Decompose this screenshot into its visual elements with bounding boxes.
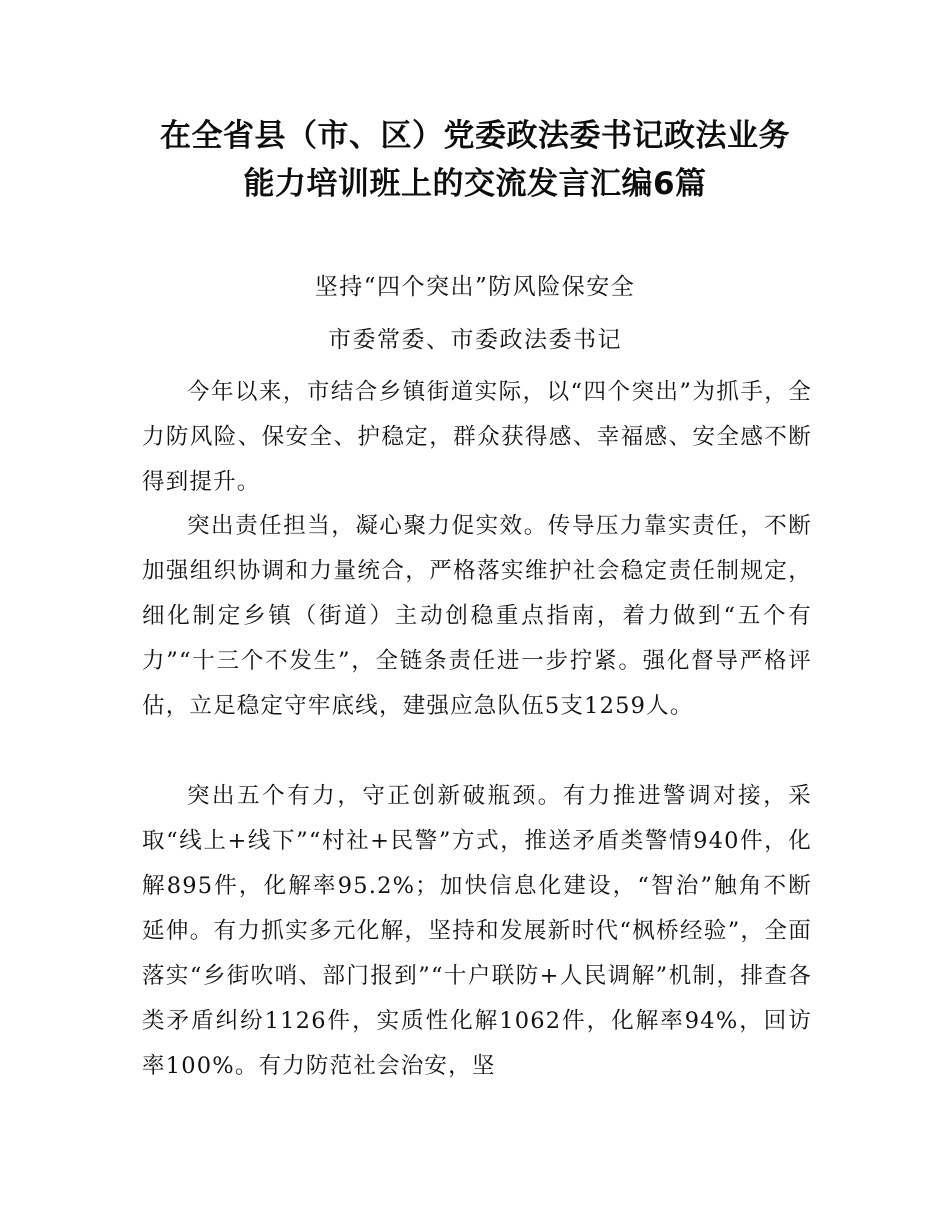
document-title-line-1: 在全省县（市、区）党委政法委书记政法业务 — [160, 118, 790, 154]
author-line: 市委常委、市委政法委书记 — [328, 327, 622, 353]
document-title — [100, 112, 850, 208]
document-title-line-2: 能力培训班上的交流发言汇编6篇 — [243, 166, 707, 202]
body-paragraph-3: 突出五个有力，守正创新破瓶颈。有力推进警调对接，采取“线上+线下”“村社+民警”方式，推送矛盾类警情940件，化解895件，化解率95.2%；加快信息化建设，“智治”触角不断延伸。有力抓实多元化解，坚持和发展新时代“枫桥经验”，全面落实“乡街吹哨、部门报到”“十户联防+人民调解”机制，排查各类矛盾纠纷1126件，实质性化解1062件，化解率94%，回访率100%。有力防范社会治安，坚 — [142, 783, 812, 1079]
section-title: 坚持“四个突出”防风险保安全 — [314, 274, 636, 300]
body-paragraph-1: 今年以来，市结合乡镇街道实际，以“四个突出”为抓手，全力防风险、保安全、护稳定，群众获得感、幸福感、安全感不断得到提升。 — [142, 379, 812, 495]
body-paragraph-2: 突出责任担当，凝心聚力促实效。传导压力靠实责任，不断加强组织协调和力量统合，严格落实维护社会稳定责任制规定，细化制定乡镇（街道）主动创稳重点指南，着力做到“五个有力”“十三个不发生”，全链条责任进一步拧紧。强化督导严格评估，立足稳定守牢底线，建强应急队伍5支1259人。 — [142, 513, 812, 719]
